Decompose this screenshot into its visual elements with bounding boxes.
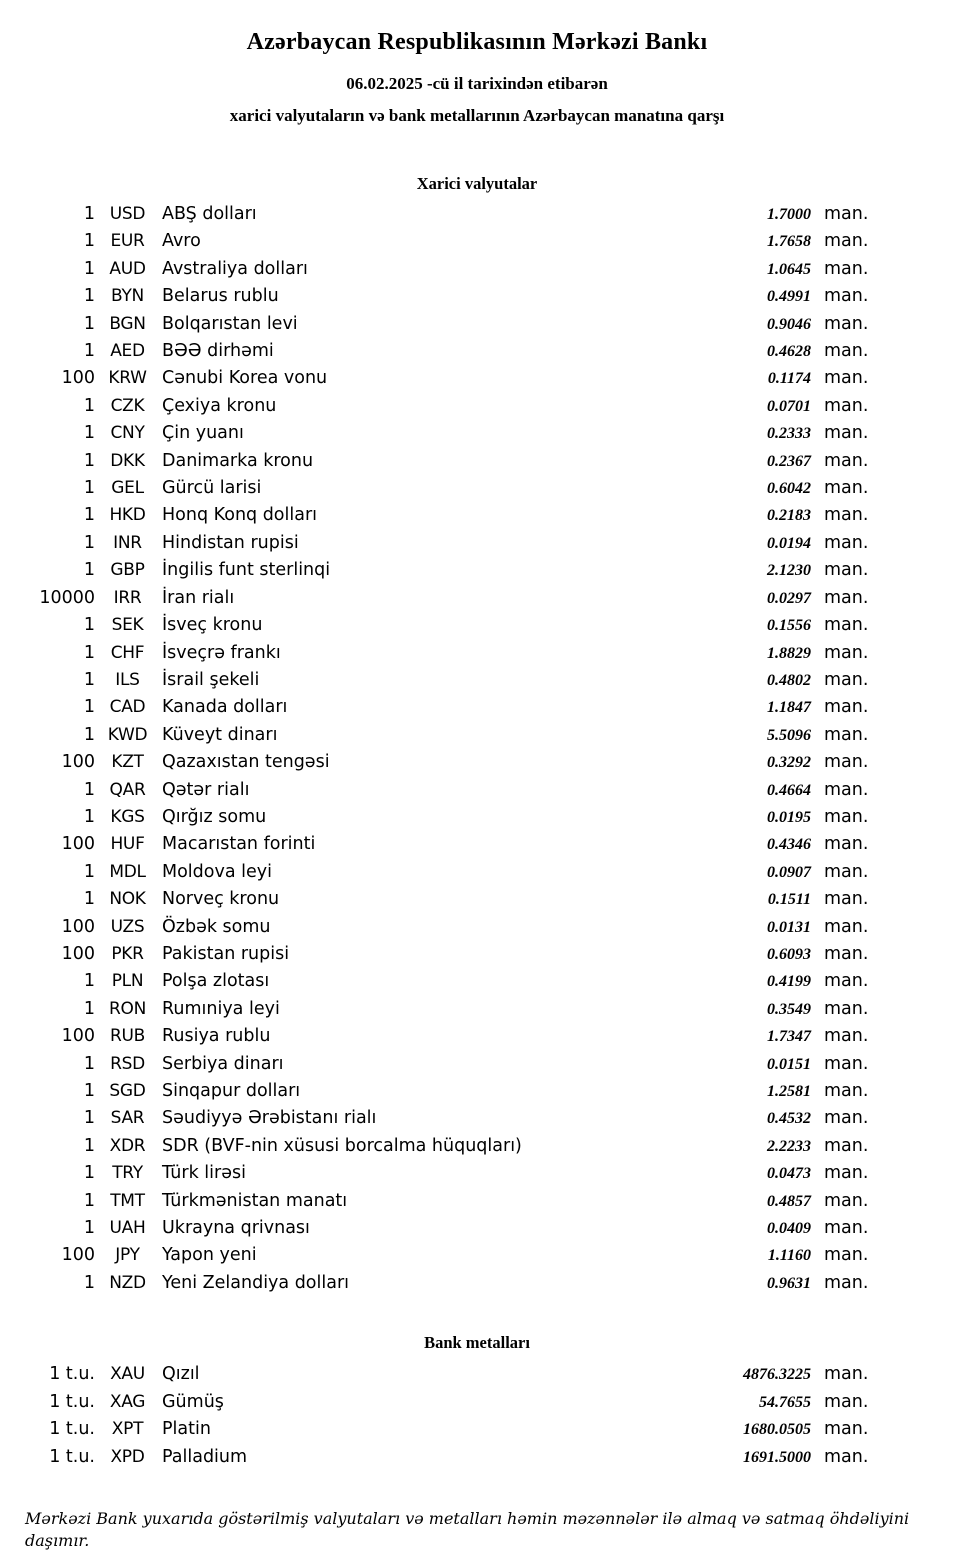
rate-value: 0.0297 — [767, 589, 811, 607]
unit-label: man. — [824, 998, 869, 1019]
unit-label: man. — [824, 916, 869, 937]
rate-value: 0.2333 — [767, 425, 811, 443]
currency-code: NOK — [109, 889, 146, 910]
currency-name: Bolqarıstan levi — [162, 313, 298, 334]
currency-code: TRY — [112, 1163, 143, 1184]
rate-value: 0.6093 — [767, 945, 811, 963]
currency-code: RON — [108, 998, 146, 1019]
rate-value: 1.1160 — [767, 1247, 811, 1265]
unit-label: man. — [824, 286, 869, 307]
currency-name: Serbiya dinarı — [162, 1053, 284, 1074]
rate-value: 0.4532 — [767, 1110, 811, 1128]
currency-name: SDR (BVF-nin xüsusi borcalma hüquqları) — [162, 1135, 522, 1156]
currency-code: AUD — [109, 258, 146, 279]
nominal-value: 1 — [83, 313, 95, 334]
currency-code: INR — [113, 532, 142, 553]
currency-name: Kanada dolları — [162, 697, 288, 718]
nominal-value: 1 — [83, 423, 95, 444]
table-row — [0, 228, 872, 255]
disclaimer-text: Mərkəzi Bank yuxarıda göstərilmiş valyutaları və metalları həmin məzənnələr ilə almaq və satmaq öhdəliyini daşımır. — [25, 1508, 910, 1550]
unit-label: man. — [824, 423, 869, 444]
exchange-rate-bulletin — [0, 26, 954, 1568]
currency-name: Türkmənistan manatı — [162, 1190, 348, 1211]
currency-name: Küveyt dinarı — [162, 724, 278, 745]
currency-code: CZK — [110, 395, 145, 416]
unit-label: man. — [824, 341, 869, 362]
unit-label: man. — [824, 889, 869, 910]
unit-label: man. — [824, 697, 869, 718]
unit-label: man. — [824, 505, 869, 526]
unit-label: man. — [824, 1272, 869, 1293]
table-row — [0, 1188, 872, 1215]
currency-code: CNY — [110, 423, 145, 444]
nominal-value: 1 — [83, 779, 95, 800]
nominal-value: 100 — [61, 752, 95, 773]
table-row — [0, 1215, 872, 1242]
rate-value: 0.4857 — [767, 1192, 811, 1210]
nominal-value: 1 — [83, 478, 95, 499]
currency-code: KRW — [108, 368, 147, 389]
table-row — [0, 694, 872, 721]
metal-name: Qızıl — [162, 1364, 200, 1385]
currency-code: EUR — [110, 231, 145, 252]
rate-value: 0.1511 — [767, 891, 811, 909]
currency-name: BƏƏ dirhəmi — [162, 341, 274, 362]
nominal-value: 1 t.u. — [49, 1364, 95, 1385]
unit-label: man. — [824, 1108, 869, 1129]
nominal-value: 1 t.u. — [49, 1391, 95, 1412]
currency-name: Özbək somu — [162, 916, 271, 937]
unit-label: man. — [824, 204, 869, 224]
table-row — [0, 1444, 872, 1472]
currency-name: Norveç kronu — [162, 889, 280, 910]
unit-label: man. — [824, 752, 869, 773]
nominal-value: 1 — [83, 1190, 95, 1211]
table-row — [0, 749, 872, 776]
rate-value: 0.3292 — [767, 754, 811, 772]
rate-value: 1691.5000 — [743, 1449, 811, 1467]
rate-value: 0.0409 — [767, 1220, 811, 1238]
unit-label: man. — [824, 1391, 869, 1412]
metal-code: XPT — [111, 1419, 144, 1440]
currency-name: ABŞ dolları — [162, 204, 257, 224]
unit-label: man. — [824, 1053, 869, 1074]
table-row — [0, 941, 872, 968]
currency-code: DKK — [110, 450, 145, 471]
currency-code: KGS — [110, 806, 145, 827]
unit-label: man. — [824, 724, 869, 745]
metal-code: XAG — [109, 1391, 146, 1412]
rate-value: 0.4802 — [767, 671, 811, 689]
currency-code: BGN — [109, 313, 146, 334]
currency-name: Qətər rialı — [162, 779, 250, 800]
table-row — [0, 777, 872, 804]
nominal-value: 1 — [83, 889, 95, 910]
table-row — [0, 886, 872, 913]
currency-name: Yapon yeni — [162, 1245, 257, 1266]
rate-value: 5.5096 — [767, 726, 811, 744]
unit-label: man. — [824, 779, 869, 800]
currency-name: Avro — [162, 231, 201, 252]
unit-label: man. — [824, 450, 869, 471]
table-row — [0, 585, 872, 612]
currency-code: HKD — [109, 505, 146, 526]
currency-name: Rumıniya leyi — [162, 998, 280, 1019]
currency-code: XDR — [109, 1135, 146, 1156]
currency-code: RSD — [110, 1053, 145, 1074]
nominal-value: 1 t.u. — [49, 1419, 95, 1440]
metal-name: Gümüş — [162, 1391, 224, 1412]
nominal-value: 1 t.u. — [49, 1447, 95, 1468]
currency-code: HUF — [110, 834, 145, 855]
nominal-value: 1 — [83, 1218, 95, 1239]
nominal-value: 1 — [83, 1272, 95, 1293]
unit-label: man. — [824, 669, 869, 690]
table-row — [0, 1133, 872, 1160]
currency-code: NZD — [109, 1272, 146, 1293]
rate-value: 0.4664 — [767, 781, 811, 799]
currency-name: Cənubi Korea vonu — [162, 368, 328, 389]
rate-value: 1.7000 — [767, 206, 811, 223]
nominal-value: 1 — [83, 615, 95, 636]
rate-value: 0.2183 — [767, 507, 811, 525]
rate-value: 1680.0505 — [743, 1421, 811, 1439]
currency-code: GEL — [111, 478, 144, 499]
currency-name: Yeni Zelandiya dolları — [162, 1272, 350, 1293]
currency-code: KWD — [107, 724, 148, 745]
currency-name: Pakistan rupisi — [162, 943, 290, 964]
table-row — [0, 1051, 872, 1078]
table-row — [0, 283, 872, 310]
nominal-value: 1 — [83, 971, 95, 992]
table-row — [0, 557, 872, 584]
nominal-value: 1 — [83, 395, 95, 416]
rate-value: 1.0645 — [767, 260, 811, 278]
currency-code: KZT — [111, 752, 144, 773]
unit-label: man. — [824, 231, 869, 252]
currency-name: Danimarka kronu — [162, 450, 314, 471]
table-row — [0, 831, 872, 858]
rate-value: 0.0195 — [767, 808, 811, 826]
currency-code: SEK — [111, 615, 144, 636]
nominal-value: 1 — [83, 1081, 95, 1101]
currency-name: Səudiyyə Ərəbistanı rialı — [162, 1108, 377, 1129]
unit-label: man. — [824, 1218, 869, 1239]
currency-code: TMT — [110, 1190, 145, 1211]
rate-value: 1.7658 — [767, 233, 811, 251]
rate-value: 0.0907 — [767, 863, 811, 881]
unit-label: man. — [824, 313, 869, 334]
currency-name: İngilis funt sterlinqi — [162, 560, 331, 581]
unit-label: man. — [824, 1163, 869, 1184]
metal-name: Platin — [162, 1419, 211, 1440]
table-row — [0, 1105, 872, 1132]
rate-value: 0.1174 — [767, 370, 811, 388]
rate-value: 4876.3225 — [743, 1366, 811, 1384]
unit-label: man. — [824, 1447, 869, 1468]
rate-value: 0.0131 — [767, 918, 811, 936]
effective-date-line: 06.02.2025 -cü il tarixindən etibarən — [346, 74, 608, 93]
unit-label: man. — [824, 943, 869, 964]
nominal-value: 1 — [83, 231, 95, 252]
unit-label: man. — [824, 971, 869, 992]
currency-name: Avstraliya dolları — [162, 258, 308, 279]
unit-label: man. — [824, 1081, 869, 1101]
unit-label: man. — [824, 642, 869, 663]
currency-name: İsrail şekeli — [162, 669, 260, 690]
nominal-value: 1 — [83, 669, 95, 690]
unit-label: man. — [824, 834, 869, 855]
rate-value: 0.0473 — [767, 1165, 811, 1183]
page-subtitle: xarici valyutaların və bank metallarının Azərbaycan manatına qarşı — [229, 106, 725, 125]
table-row — [0, 914, 872, 941]
currency-name: Hindistan rupisi — [162, 532, 299, 553]
unit-label: man. — [824, 395, 869, 416]
metal-name: Palladium — [162, 1447, 248, 1468]
table-row — [0, 722, 872, 749]
currencies-section-title: Xarici valyutalar — [416, 174, 538, 193]
currency-name: Qırğız somu — [162, 806, 267, 827]
unit-label: man. — [824, 258, 869, 279]
currency-name: Çin yuanı — [162, 423, 244, 444]
table-row — [0, 667, 872, 694]
currency-name: Honq Konq dolları — [162, 505, 318, 526]
currency-table — [0, 201, 872, 1297]
nominal-value: 100 — [61, 916, 95, 937]
nominal-value: 1 — [83, 806, 95, 827]
currency-code: BYN — [111, 286, 144, 307]
table-row — [0, 420, 872, 447]
unit-label: man. — [824, 478, 869, 499]
table-row — [0, 502, 872, 529]
rate-value: 0.0701 — [767, 397, 811, 415]
rate-value: 0.0194 — [767, 534, 811, 552]
table-row — [0, 1078, 872, 1105]
rate-value: 0.4628 — [767, 343, 811, 361]
rate-value: 0.4199 — [767, 973, 811, 991]
currency-code: JPY — [115, 1245, 140, 1266]
currency-name: Çexiya kronu — [162, 395, 277, 416]
nominal-value: 1 — [83, 1135, 95, 1156]
table-row — [0, 448, 872, 475]
nominal-value: 1 — [83, 724, 95, 745]
unit-label: man. — [824, 1364, 869, 1385]
table-row — [0, 1242, 872, 1269]
table-row — [0, 1023, 872, 1050]
unit-label: man. — [824, 1245, 869, 1266]
metals-table — [0, 1361, 872, 1471]
nominal-value: 1 — [83, 560, 95, 581]
nominal-value: 1 — [83, 286, 95, 307]
unit-label: man. — [824, 587, 869, 608]
rate-value: 0.1556 — [767, 617, 811, 635]
currency-code: PKR — [111, 943, 144, 964]
rate-value: 0.0151 — [767, 1055, 811, 1073]
metal-code: XAU — [110, 1364, 145, 1385]
currency-name: İsveçrə frankı — [162, 642, 281, 663]
nominal-value: 100 — [61, 1026, 95, 1047]
currency-name: İsveç kronu — [162, 615, 263, 636]
unit-label: man. — [824, 806, 869, 827]
unit-label: man. — [824, 532, 869, 553]
currency-name: Moldova leyi — [162, 861, 272, 882]
rate-value: 0.4991 — [767, 288, 811, 306]
rate-value: 54.7655 — [759, 1393, 811, 1411]
unit-label: man. — [824, 1419, 869, 1440]
rate-value: 2.2233 — [767, 1137, 811, 1155]
unit-label: man. — [824, 1190, 869, 1211]
currency-name: Polşa zlotası — [162, 971, 270, 992]
currency-code: RUB — [109, 1026, 146, 1047]
nominal-value: 1 — [83, 1163, 95, 1184]
nominal-value: 1 — [83, 1053, 95, 1074]
currency-code: UAH — [109, 1218, 146, 1239]
table-row — [0, 201, 872, 228]
table-row — [0, 996, 872, 1023]
table-row — [0, 365, 872, 392]
table-row — [0, 1416, 872, 1444]
table-row — [0, 311, 872, 338]
table-row — [0, 530, 872, 557]
nominal-value: 1 — [83, 258, 95, 279]
currency-code: USD — [109, 204, 146, 224]
unit-label: man. — [824, 560, 869, 581]
table-row — [0, 640, 872, 667]
table-row — [0, 1361, 872, 1389]
table-row — [0, 256, 872, 283]
currency-code: SGD — [109, 1081, 146, 1101]
currency-code: MDL — [109, 861, 146, 882]
currency-name: İran rialı — [162, 587, 235, 608]
currency-code: QAR — [109, 779, 146, 800]
table-row — [0, 1270, 872, 1297]
table-row — [0, 612, 872, 639]
table-row — [0, 393, 872, 420]
nominal-value: 1 — [83, 642, 95, 663]
currency-code: SAR — [110, 1108, 145, 1129]
nominal-value: 1 — [83, 450, 95, 471]
unit-label: man. — [824, 1026, 869, 1047]
nominal-value: 1 — [83, 998, 95, 1019]
currency-name: Türk lirəsi — [162, 1163, 246, 1184]
rate-value: 0.9631 — [767, 1274, 811, 1292]
currency-code: UZS — [110, 916, 145, 937]
unit-label: man. — [824, 1135, 869, 1156]
rate-value: 0.4346 — [767, 836, 811, 854]
rate-value: 2.1230 — [767, 562, 811, 580]
currency-name: Ukrayna qrivnası — [162, 1218, 310, 1239]
currency-name: Macarıstan forinti — [162, 834, 316, 855]
currency-code: CAD — [109, 697, 146, 718]
nominal-value: 1 — [83, 505, 95, 526]
table-row — [0, 859, 872, 886]
currency-code: PLN — [111, 971, 144, 992]
nominal-value: 1 — [83, 532, 95, 553]
currency-name: Gürcü larisi — [162, 478, 262, 499]
rate-value: 1.1847 — [767, 699, 811, 717]
currency-code: ILS — [115, 669, 140, 690]
metals-section-title: Bank metalları — [424, 1333, 530, 1353]
currency-code: CHF — [110, 642, 145, 663]
rate-value: 0.6042 — [767, 480, 811, 498]
table-row — [0, 968, 872, 995]
table-row — [0, 804, 872, 831]
nominal-value: 100 — [61, 943, 95, 964]
nominal-value: 1 — [83, 861, 95, 882]
nominal-value: 1 — [83, 1108, 95, 1129]
rate-value: 0.3549 — [767, 1000, 811, 1018]
nominal-value: 100 — [61, 834, 95, 855]
currency-name: Qazaxıstan tengəsi — [162, 752, 330, 773]
currency-name: Rusiya rublu — [162, 1026, 271, 1047]
page-title: Azərbaycan Respublikasının Mərkəzi Bankı — [246, 29, 708, 55]
nominal-value: 1 — [83, 341, 95, 362]
rate-value: 1.8829 — [767, 644, 811, 662]
nominal-value: 100 — [61, 1245, 95, 1266]
metal-code: XPD — [110, 1447, 145, 1468]
nominal-value: 1 — [83, 697, 95, 718]
nominal-value: 100 — [61, 368, 95, 389]
table-row — [0, 475, 872, 502]
unit-label: man. — [824, 615, 869, 636]
currency-name: Sinqapur dolları — [162, 1081, 301, 1101]
currency-name: Belarus rublu — [162, 286, 279, 307]
rate-value: 0.9046 — [767, 315, 811, 333]
unit-label: man. — [824, 368, 869, 389]
table-row — [0, 338, 872, 365]
rate-value: 1.2581 — [767, 1083, 811, 1100]
currency-code: GBP — [110, 560, 145, 581]
nominal-value: 10000 — [39, 587, 95, 608]
currency-code: IRR — [113, 587, 142, 608]
rate-value: 0.2367 — [767, 452, 811, 470]
nominal-value: 1 — [83, 204, 95, 224]
rate-value: 1.7347 — [767, 1028, 811, 1046]
table-row — [0, 1160, 872, 1187]
table-row — [0, 1389, 872, 1417]
unit-label: man. — [824, 861, 869, 882]
currency-code: AED — [110, 341, 145, 362]
